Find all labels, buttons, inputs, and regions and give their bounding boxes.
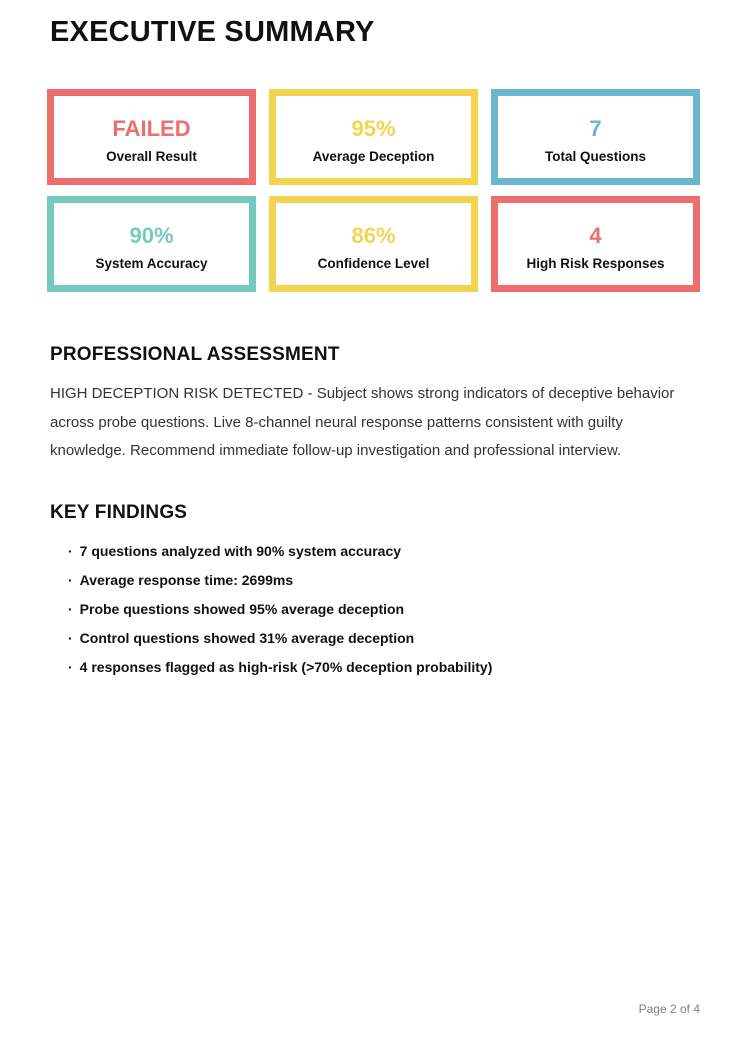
stat-value: 4 xyxy=(589,222,602,248)
stat-label: High Risk Responses xyxy=(526,255,665,271)
stat-value: 95% xyxy=(351,115,396,141)
finding-item xyxy=(68,544,700,558)
finding-text: 7 questions analyzed with 90% system accuracy xyxy=(79,542,402,559)
stat-value: 90% xyxy=(129,222,174,248)
finding-text: Probe questions showed 95% average deception xyxy=(79,600,405,617)
page-title: EXECUTIVE SUMMARY xyxy=(50,16,375,48)
assessment-body-text: HIGH DECEPTION RISK DETECTED - Subject shows strong indicators of deceptive behavior across probe questions. Live 8-channel neural response patterns consistent with guilty knowledge. Recommend immediate follow-up investigation and professional interview. xyxy=(50,385,675,459)
bullet-marker: · xyxy=(68,571,73,588)
stat-label: Confidence Level xyxy=(317,255,430,271)
stat-card-grid xyxy=(47,89,700,292)
finding-text: 4 responses flagged as high-risk (>70% deception probability) xyxy=(79,658,493,675)
stat-label: System Accuracy xyxy=(95,255,208,271)
finding-text: Control questions showed 31% average deception xyxy=(79,629,415,646)
stat-label: Total Questions xyxy=(544,148,646,164)
key-findings-list xyxy=(47,544,700,674)
finding-item xyxy=(68,573,700,587)
bullet-marker: · xyxy=(68,629,73,646)
stat-card-confidence-level xyxy=(269,196,478,292)
stat-value: FAILED xyxy=(112,115,191,141)
assessment-heading: PROFESSIONAL ASSESSMENT xyxy=(50,344,340,365)
bullet-marker: · xyxy=(68,658,73,675)
bullet-marker: · xyxy=(68,600,73,617)
bullet-marker: · xyxy=(68,542,73,559)
key-findings-heading: KEY FINDINGS xyxy=(50,501,188,523)
stat-card-total-questions xyxy=(491,89,700,185)
stat-label: Average Deception xyxy=(312,148,435,164)
finding-item xyxy=(68,631,700,645)
stat-card-high-risk-responses xyxy=(491,196,700,292)
finding-item xyxy=(68,660,700,674)
finding-item xyxy=(68,602,700,616)
stat-card-average-deception xyxy=(269,89,478,185)
stat-label: Overall Result xyxy=(106,148,197,164)
finding-text: Average response time: 2699ms xyxy=(79,571,294,588)
stat-card-system-accuracy xyxy=(47,196,256,292)
page-number: Page 2 of 4 xyxy=(638,1002,700,1016)
stat-card-overall-result xyxy=(47,89,256,185)
stat-value: 86% xyxy=(351,222,396,248)
stat-value: 7 xyxy=(589,115,602,141)
